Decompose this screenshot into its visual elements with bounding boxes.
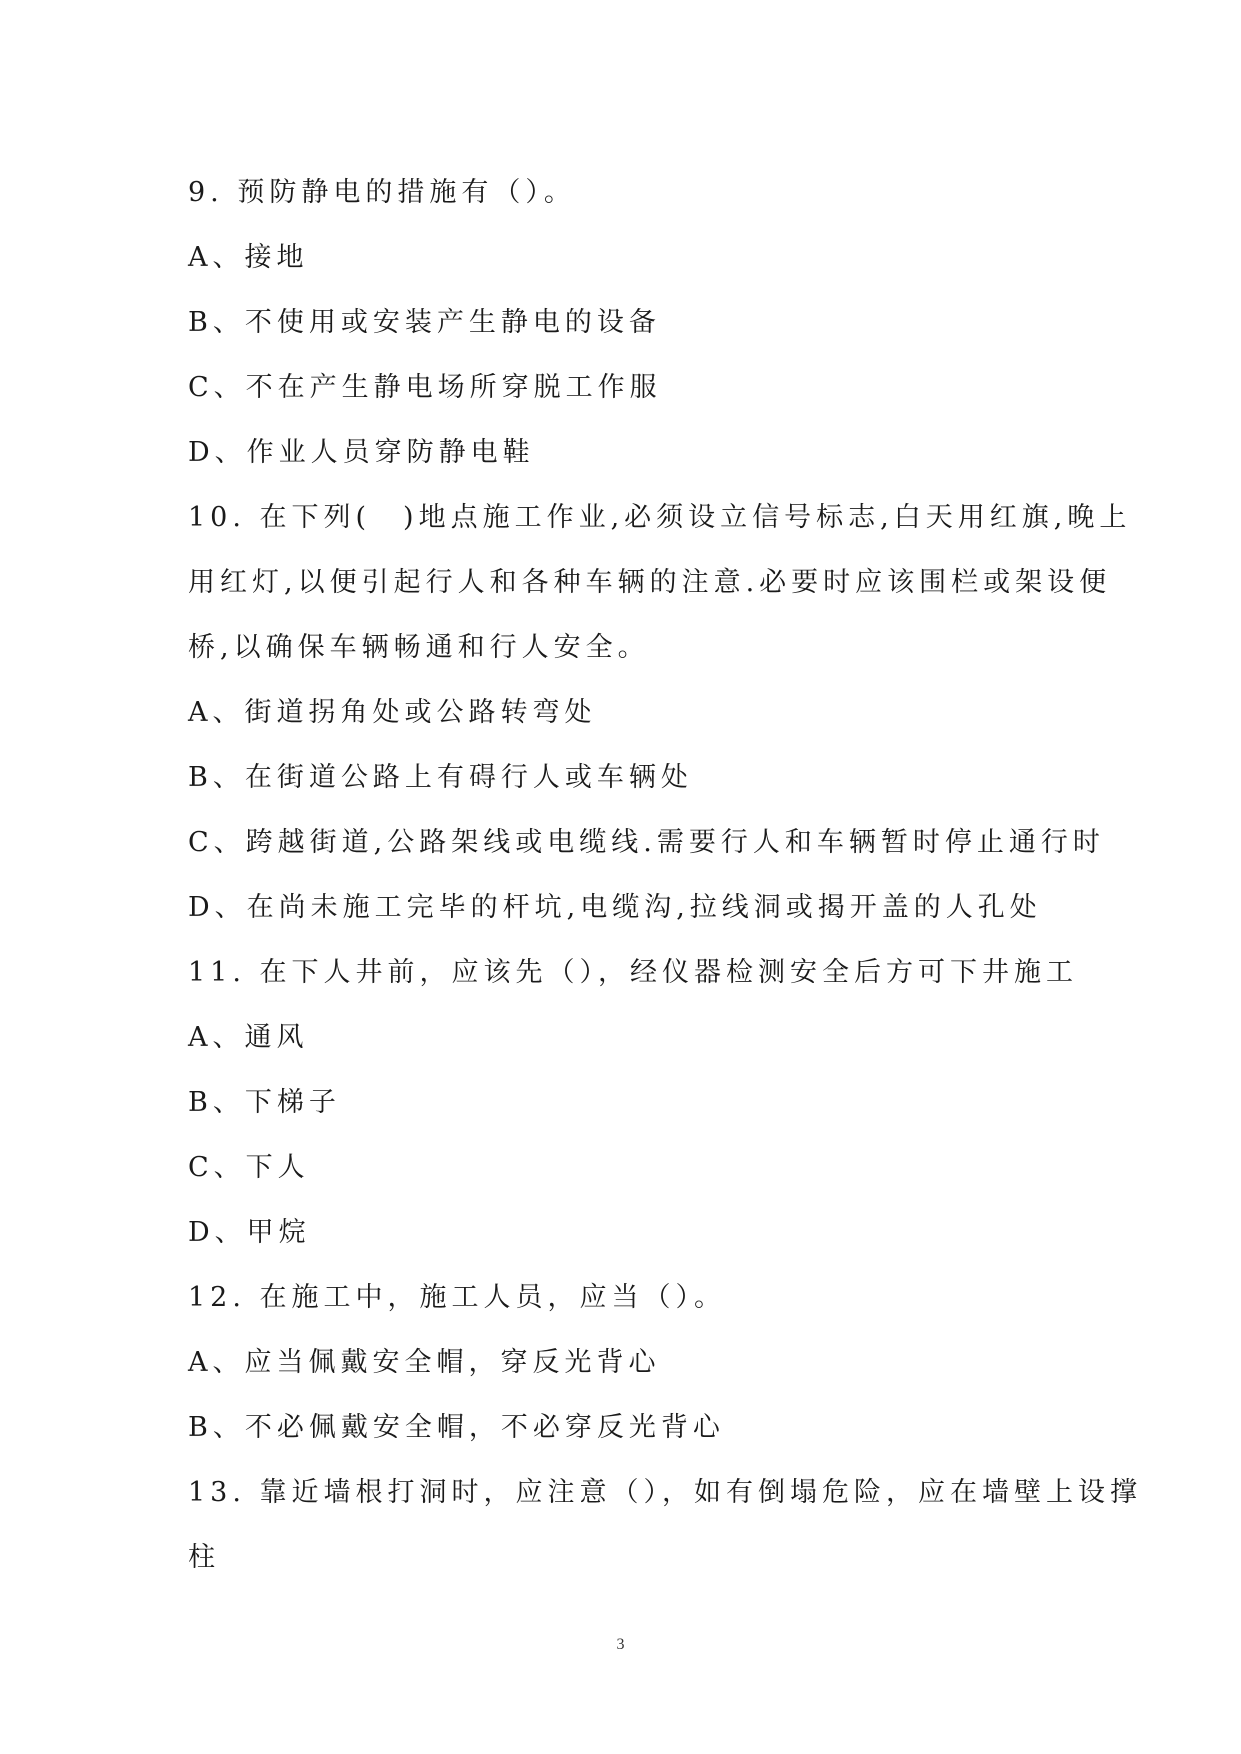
question-10-option-c: C、跨越街道,公路架线或电缆线.需要行人和车辆暂时停止通行时 [188,827,1105,858]
question-9-text: 9. 预防静电的措施有（）。 [188,177,576,208]
question-9-option-a: A、接地 [188,242,309,273]
question-12-option-a: A、应当佩戴安全帽，穿反光背心 [188,1347,661,1378]
question-10-option-a: A、街道拐角处或公路转弯处 [188,697,597,728]
question-13-text-line-1: 13. 靠近墙根打洞时，应注意（），如有倒塌危险，应在墙壁上设撑 [188,1477,1143,1508]
page-number: 3 [616,1636,625,1653]
question-10-text-line-3: 桥,以确保车辆畅通和行人安全。 [188,632,650,663]
question-10-option-b: B、在街道公路上有碍行人或车辆处 [188,762,693,793]
question-12-text: 12. 在施工中，施工人员，应当（）。 [188,1282,727,1313]
question-11-option-b: B、下梯子 [188,1087,341,1118]
question-11-text: 11. 在下人井前，应该先（），经仪器检测安全后方可下井施工 [188,957,1079,988]
question-9-option-b: B、不使用或安装产生静电的设备 [188,307,661,338]
question-11-option-c: C、下人 [188,1152,310,1183]
question-9-option-d: D、作业人员穿防静电鞋 [188,437,535,468]
question-11-option-d: D、甲烷 [188,1217,311,1248]
question-13-text-line-2: 柱 [188,1542,220,1573]
question-10-text-line-1: 10. 在下列( )地点施工作业,必须设立信号标志,白天用红旗,晚上 [188,502,1132,533]
question-10-option-d: D、在尚未施工完毕的杆坑,电缆沟,拉线洞或揭开盖的人孔处 [188,892,1042,923]
question-10-text-line-2: 用红灯,以便引起行人和各种车辆的注意.必要时应该围栏或架设便 [188,567,1112,598]
question-12-option-b: B、不必佩戴安全帽，不必穿反光背心 [188,1412,725,1443]
question-11-option-a: A、通风 [188,1022,309,1053]
document-body [188,160,1143,1590]
question-9-option-c: C、不在产生静电场所穿脱工作服 [188,372,662,403]
